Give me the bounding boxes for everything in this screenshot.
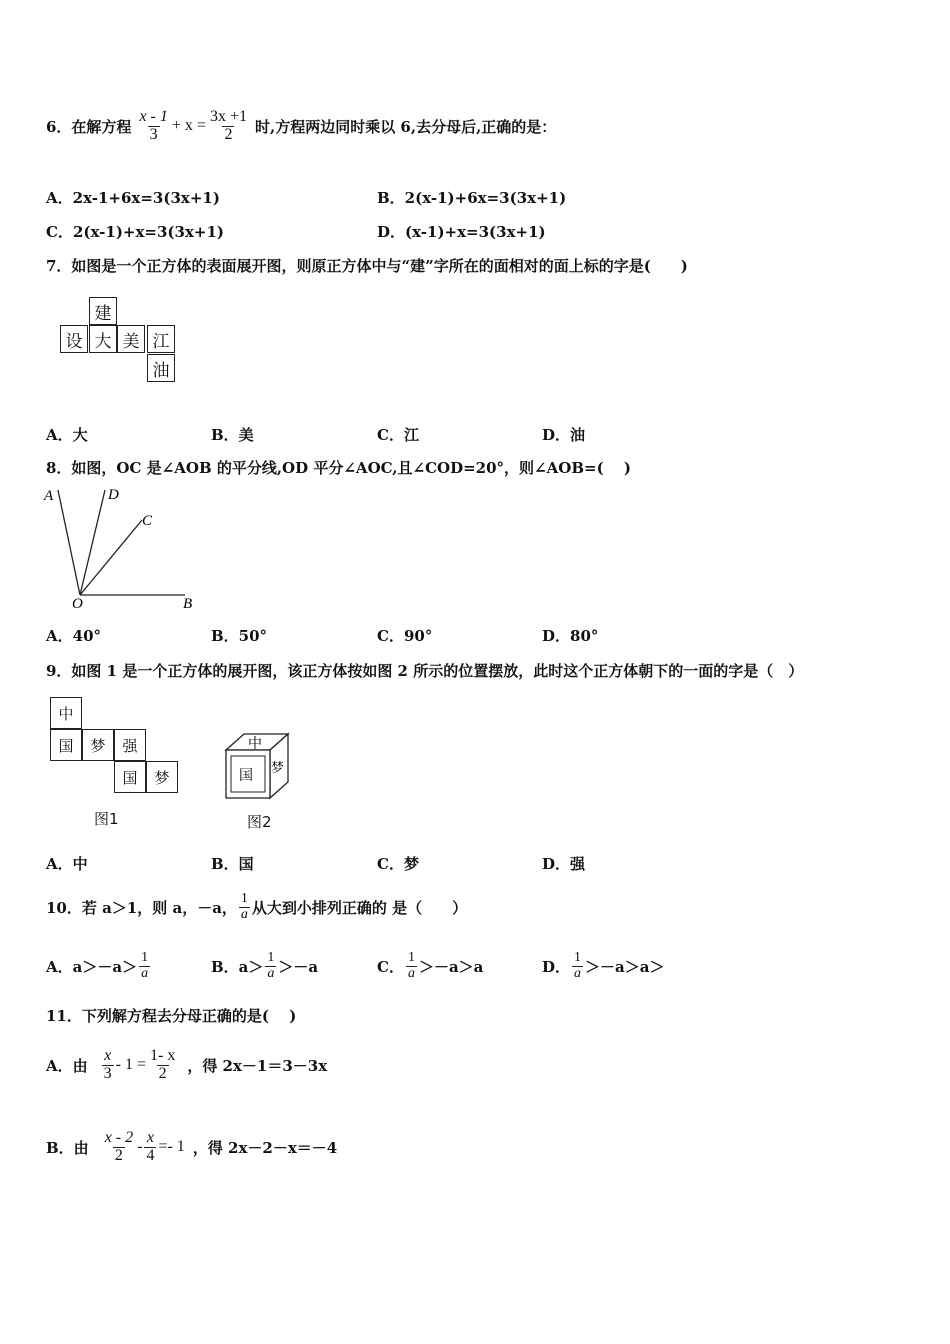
q9-net-cell-qiang: 强: [114, 729, 146, 761]
q7-net-cell-da: 大: [89, 325, 117, 353]
q9-option-d[interactable]: D．强: [542, 855, 586, 873]
cube-top-char: 中: [248, 736, 262, 752]
one-over-a-fraction: $\frac{1}{a}$: [267, 949, 275, 981]
q9-option-c[interactable]: C．梦: [377, 855, 419, 873]
q6-option-d[interactable]: D．(x-1)+x=3(3x+1): [377, 223, 546, 241]
q7-option-c[interactable]: C．江: [377, 426, 419, 444]
q11-stem: 11．下列解方程去分母正确的是( ): [46, 1007, 297, 1025]
q7-net-cell-mei: 美: [117, 325, 145, 353]
q7-option-b[interactable]: B．美: [211, 426, 254, 444]
q8-option-d[interactable]: D．80°: [542, 627, 599, 645]
q11b-fraction-1: $\frac{x - 2}{2}$: [104, 1128, 134, 1164]
q6-lhs-fraction: $\frac{x - 1}{3}$: [139, 107, 168, 143]
q10-option-a[interactable]: A．a＞－a＞ $\frac{1}{a}$: [46, 949, 149, 981]
q8-option-c[interactable]: C．90°: [377, 627, 433, 645]
q9-fig2-label: 图2: [247, 813, 272, 831]
q11-option-b[interactable]: B．由 $\frac{x - 2}{2}$ - $\frac{x}{4}$ =- 1 ，得 2x－2－x＝－4: [46, 1128, 338, 1164]
q10-option-d[interactable]: D． $\frac{1}{a}$ ＞－a＞a＞: [542, 949, 665, 981]
q11a-fraction-2: $\frac{1- x}{2}$: [150, 1046, 176, 1082]
q9-net-cell-guo: 国: [50, 729, 82, 761]
q7-net-cell-she: 设: [60, 325, 88, 353]
q7-net-cell-you: 油: [147, 354, 175, 382]
q7-option-a[interactable]: A．大: [46, 426, 88, 444]
q9-option-a[interactable]: A．中: [46, 855, 88, 873]
label-c: C: [142, 513, 153, 529]
q10-stem-prefix: 10．若 a＞1，则 a，－a，: [46, 898, 237, 917]
q8-option-b[interactable]: B．50°: [211, 627, 268, 645]
q9-net-cell-guo2: 国: [114, 761, 146, 793]
q7-option-d[interactable]: D．油: [542, 426, 586, 444]
q9-stem: 9．如图 1 是一个正方体的展开图，该正方体按如图 2 所示的位置摆放，此时这个正方体朝下的一面的字是（ ）: [46, 662, 804, 680]
cube-front-char: 国: [239, 768, 253, 784]
q7-net-cell-jian: 建: [89, 297, 117, 325]
q6-stem: [46, 100, 556, 152]
one-over-a-fraction: $\frac{1}{a}$: [407, 949, 415, 981]
q6-stem-suffix: 时,方程两边同时乘以 6,去分母后,正确的是：: [254, 117, 557, 136]
q7-net-cell-jiang: 江: [147, 325, 175, 353]
ray-oa: [58, 490, 80, 595]
q9-net-cell-meng: 梦: [82, 729, 114, 761]
q6-option-c[interactable]: C．2(x-1)+x=3(3x+1): [46, 223, 225, 241]
q10-option-b[interactable]: B．a＞ $\frac{1}{a}$ ＞－a: [211, 949, 319, 981]
q8-option-a[interactable]: A．40°: [46, 627, 102, 645]
label-a: A: [44, 488, 54, 504]
q9-net-cell-meng2: 梦: [146, 761, 178, 793]
q6-option-b[interactable]: B．2(x-1)+6x=3(3x+1): [377, 189, 567, 207]
q6-rhs-fraction: $\frac{3x +1}{2}$: [209, 107, 247, 143]
q11-option-a[interactable]: A．由 $\frac{x}{3}$ - 1 = $\frac{1- x}{2}$ ，得 2x－1＝3－3x: [46, 1046, 328, 1082]
cube-right-char: 梦: [271, 761, 285, 776]
label-o: O: [72, 596, 83, 612]
q10-fraction: $\frac{1}{a}$: [240, 890, 248, 922]
q9-fig1-label: 图1: [94, 810, 119, 828]
label-b: B: [183, 596, 193, 612]
q8-angle-figure: [40, 482, 210, 612]
q10-option-c[interactable]: C． $\frac{1}{a}$ ＞－a＞a: [377, 949, 484, 981]
q6-stem-prefix: 6．在解方程: [46, 117, 132, 136]
q8-stem: 8．如图，OC 是∠AOB 的平分线,OD 平分∠AOC,且∠COD=20°，则∠AOB=( ): [46, 459, 631, 477]
one-over-a-fraction: $\frac{1}{a}$: [141, 949, 149, 981]
q9-option-b[interactable]: B．国: [211, 855, 254, 873]
q6-option-a[interactable]: A．2x-1+6x=3(3x+1): [46, 189, 220, 207]
q11a-fraction-1: $\frac{x}{3}$: [103, 1046, 112, 1082]
q7-stem: 7．如图是一个正方体的表面展开图，则原正方体中与“建”字所在的面相对的面上标的字是( ): [46, 257, 688, 275]
label-d: D: [108, 487, 119, 503]
q9-net-cell-zhong: 中: [50, 697, 82, 729]
q9-cube-figure: [222, 730, 294, 802]
q10-stem: [46, 884, 467, 930]
q6-eq-mid: + x =: [171, 117, 206, 134]
q11b-fraction-2: $\frac{x}{4}$: [146, 1128, 155, 1164]
q10-stem-suffix: 从大到小排列正确的 是（ ）: [251, 898, 468, 917]
one-over-a-fraction: $\frac{1}{a}$: [574, 949, 582, 981]
